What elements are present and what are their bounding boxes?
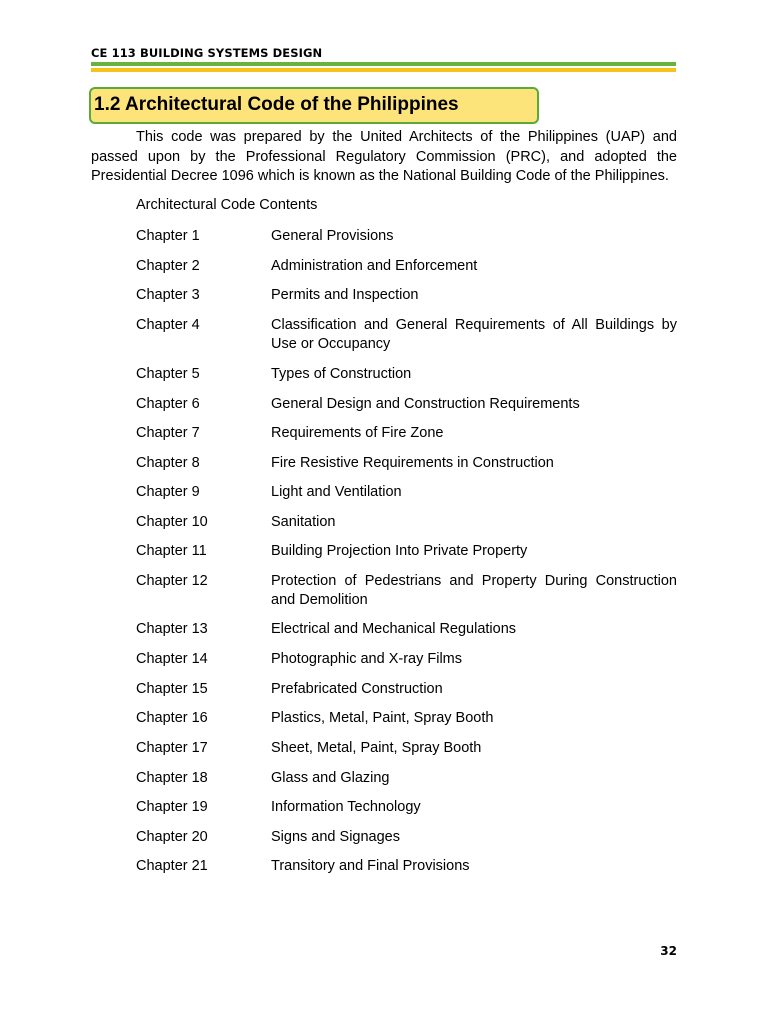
chapter-label: Chapter 10 (136, 514, 208, 530)
chapter-title: Classification and General Requirements of All Buildings by Use or Occupancy (271, 317, 677, 352)
chapter-label: Chapter 12 (136, 573, 208, 589)
chapter-title: General Design and Construction Requirements (271, 396, 580, 412)
chapter-title: Prefabricated Construction (271, 681, 443, 697)
chapter-label: Chapter 13 (136, 621, 208, 637)
chapter-title: Administration and Enforcement (271, 258, 478, 274)
chapter-title: Electrical and Mechanical Regulations (271, 621, 517, 637)
chapter-label: Chapter 1 (136, 228, 200, 244)
chapter-title: Types of Construction (271, 366, 412, 382)
chapter-title: Signs and Signages (271, 829, 400, 845)
header-rule-yellow (91, 68, 676, 72)
chapter-title: Building Projection Into Private Property (271, 543, 528, 559)
course-header: CE 113 BUILDING SYSTEMS DESIGN (91, 46, 323, 60)
chapter-label: Chapter 2 (136, 258, 200, 274)
chapter-title: Light and Ventilation (271, 484, 402, 500)
chapter-label: Chapter 3 (136, 287, 200, 303)
chapter-title: Permits and Inspection (271, 287, 419, 303)
chapter-title: Protection of Pedestrians and Property During Construction and Demolition (271, 573, 677, 608)
chapter-label: Chapter 8 (136, 455, 200, 471)
chapter-label: Chapter 5 (136, 366, 200, 382)
chapter-label: Chapter 6 (136, 396, 200, 412)
chapter-title: Plastics, Metal, Paint, Spray Booth (271, 710, 494, 726)
chapter-title: General Provisions (271, 228, 394, 244)
page-number: 32 (660, 944, 677, 958)
chapter-title: Requirements of Fire Zone (271, 425, 444, 441)
header-rule-green (91, 62, 676, 66)
chapter-label: Chapter 4 (136, 317, 200, 333)
chapter-title: Transitory and Final Provisions (271, 858, 470, 874)
chapter-label: Chapter 18 (136, 770, 208, 786)
chapter-label: Chapter 15 (136, 681, 208, 697)
section-heading-box (89, 87, 539, 124)
intro-paragraph: This code was prepared by the United Architects of the Philippines (UAP) and passed upon by the Professional Regulatory Commission (PRC), and adopted the Presidential Decree 1096 which is known as the National Building Code of the Philippines. (91, 129, 677, 184)
chapter-label: Chapter 14 (136, 651, 208, 667)
chapter-label: Chapter 21 (136, 858, 208, 874)
chapter-label: Chapter 11 (136, 543, 207, 559)
chapter-title: Photographic and X-ray Films (271, 651, 462, 667)
chapter-title: Sheet, Metal, Paint, Spray Booth (271, 740, 482, 756)
chapter-label: Chapter 20 (136, 829, 208, 845)
chapter-title: Sanitation (271, 514, 336, 530)
chapter-label: Chapter 9 (136, 484, 200, 500)
chapter-title: Glass and Glazing (271, 770, 390, 786)
chapter-label: Chapter 7 (136, 425, 200, 441)
section-title: 1.2 Architectural Code of the Philippines (94, 94, 459, 115)
chapter-title: Information Technology (271, 799, 421, 815)
chapter-label: Chapter 19 (136, 799, 208, 815)
chapter-label: Chapter 16 (136, 710, 208, 726)
chapter-title: Fire Resistive Requirements in Construction (271, 455, 554, 471)
contents-heading: Architectural Code Contents (136, 197, 318, 213)
chapter-label: Chapter 17 (136, 740, 208, 756)
